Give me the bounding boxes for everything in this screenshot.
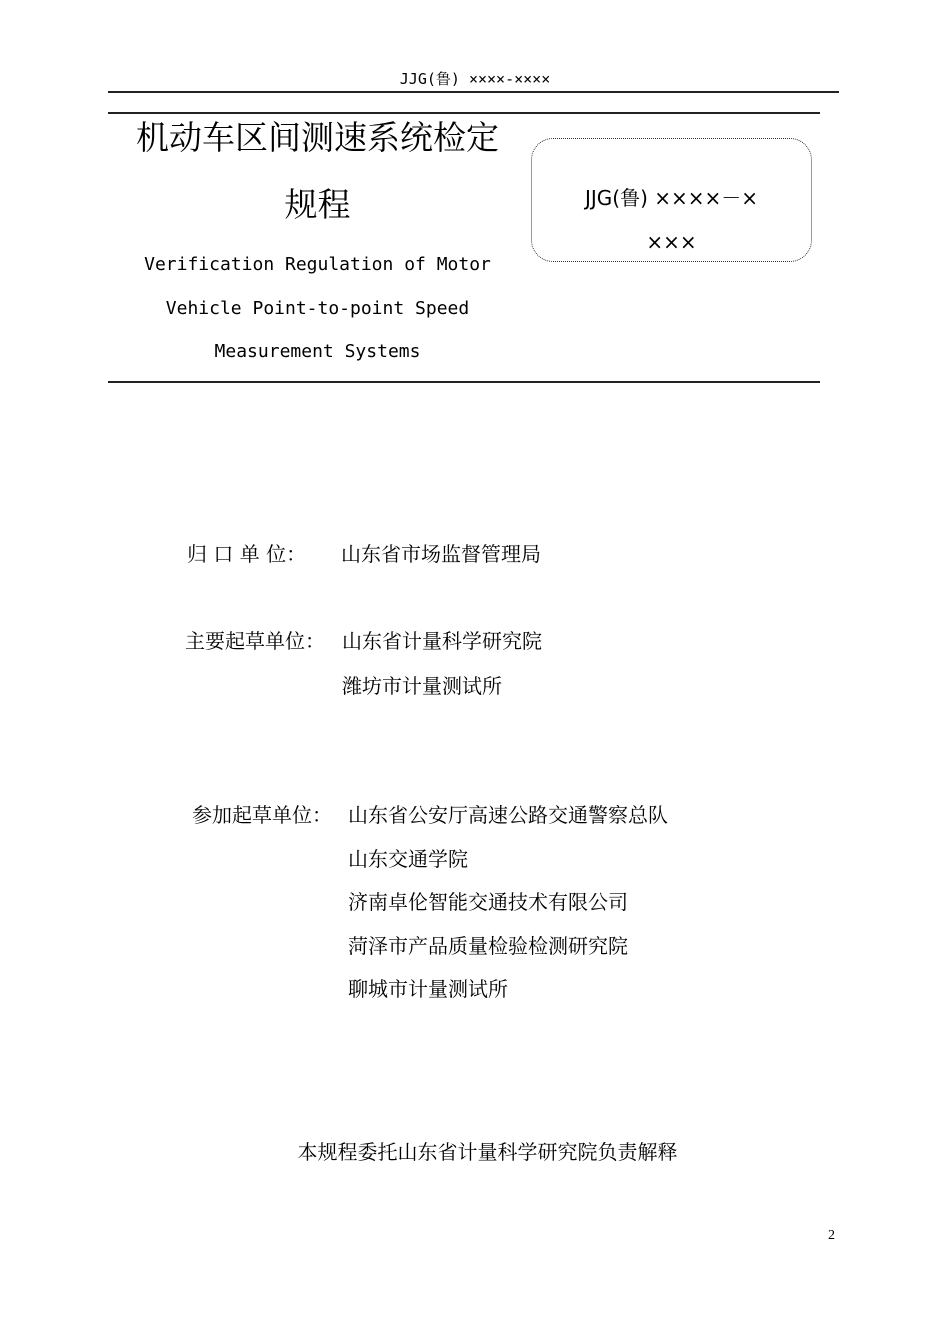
participating-unit-4: 菏泽市产品质量检验检测研究院 [348, 934, 628, 958]
participating-unit-3: 济南卓伦智能交通技术有限公司 [348, 890, 628, 914]
participating-unit-1: 山东省公安厅高速公路交通警察总队 [348, 803, 668, 827]
running-header-code: JJG(鲁) ××××-×××× [399, 70, 551, 88]
standard-code-line1: JJG(鲁) ××××－× [584, 186, 759, 210]
title-en-line1: Verification Regulation of Motor [144, 254, 491, 275]
participating-unit-2: 山东交通学院 [348, 847, 468, 871]
participating-unit-5: 聊城市计量测试所 [348, 977, 508, 1001]
responsible-unit-label: 归 口 单 位： [187, 542, 307, 566]
page-number: 2 [828, 1228, 835, 1243]
title-cn-line1: 机动车区间测速系统检定 [136, 118, 499, 157]
header-rule [108, 91, 839, 93]
title-cn-line2: 规程 [284, 185, 351, 224]
title-bottom-rule [108, 381, 820, 383]
title-en-line3: Measurement Systems [214, 341, 421, 362]
interpretation-note: 本规程委托山东省计量科学研究院负责解释 [297, 1140, 678, 1164]
title-top-rule [108, 112, 820, 114]
standard-code-line2: ××× [646, 230, 697, 254]
main-drafting-unit-1: 山东省计量科学研究院 [342, 629, 542, 653]
responsible-unit-value: 山东省市场监督管理局 [341, 542, 541, 566]
title-en-line2: Vehicle Point-to-point Speed [165, 298, 470, 319]
participating-drafting-label: 参加起草单位： [192, 803, 332, 827]
main-drafting-label: 主要起草单位： [185, 629, 325, 653]
main-drafting-unit-2: 潍坊市计量测试所 [342, 674, 502, 698]
